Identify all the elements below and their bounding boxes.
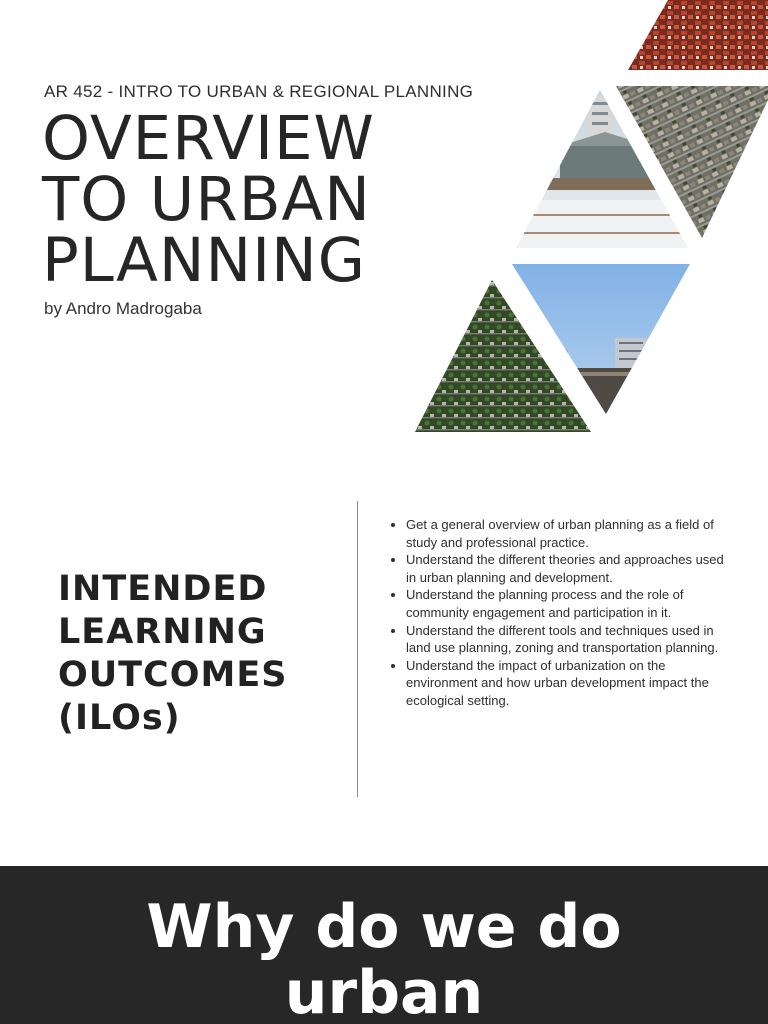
banner-line-2: urban <box>284 958 484 1024</box>
section-banner <box>0 866 768 1024</box>
section-divider <box>357 501 358 797</box>
ilo-heading-line-4: (ILOs) <box>58 698 181 738</box>
ilo-heading-line-2: LEARNING <box>58 612 267 652</box>
photo-red-roofs <box>628 0 768 70</box>
outcome-item: • Understand the different theories and approaches used in urban planning and development. <box>406 551 724 586</box>
banner-heading <box>0 866 768 1024</box>
outcome-item: • Understand the impact of urbanization on the environment and how urban development impact the ecological setting. <box>406 657 724 710</box>
banner-line-1: Why do we do <box>146 892 622 962</box>
outcome-item: • Understand the planning process and the role of community engagement and participation in it. <box>406 586 724 621</box>
outcome-item: • Get a general overview of urban planning as a field of study and professional practice. <box>406 516 724 551</box>
page-title <box>42 103 375 296</box>
title-line-1: OVERVIEW <box>42 103 375 174</box>
learning-outcomes-list <box>390 516 724 710</box>
author-byline: by Andro Madrogaba <box>44 299 202 318</box>
photo-collage <box>400 0 768 440</box>
ilo-heading <box>58 568 287 740</box>
ilo-heading-line-1: INTENDED <box>58 569 268 609</box>
course-code: AR 452 - INTRO TO URBAN & REGIONAL PLANNING <box>44 82 474 101</box>
outcome-item: • Understand the different tools and techniques used in land use planning, zoning and transportation planning. <box>406 622 724 657</box>
ilo-heading-line-3: OUTCOMES <box>58 655 288 695</box>
title-line-2: TO URBAN <box>42 164 371 235</box>
title-line-3: PLANNING <box>42 225 367 296</box>
